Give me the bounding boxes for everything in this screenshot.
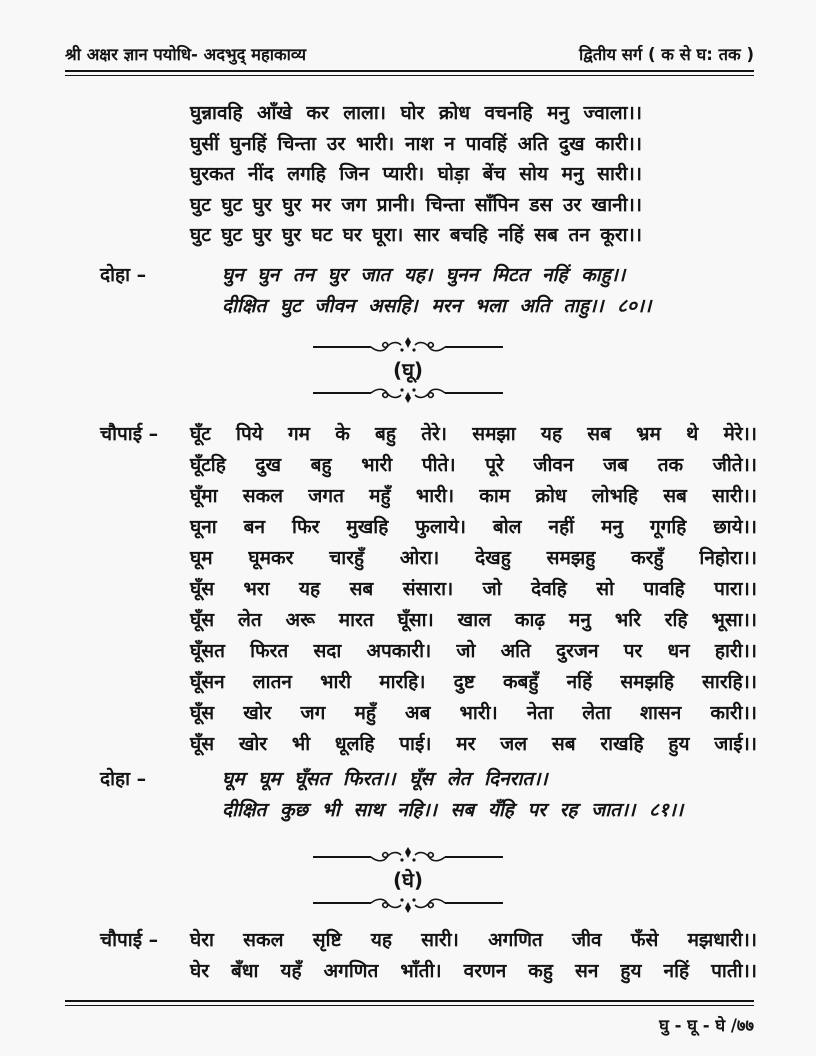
header-section-label: द्वितीय सर्ग ( क से घ: तक ) [579, 45, 754, 64]
verse-line: घूना बन फिर मुखहि फुलाये। बोल नहीं मनु गूगहि छाये।। [190, 515, 757, 538]
footer-rule [65, 1000, 754, 1006]
header-rule [65, 70, 754, 76]
doha-label: दोहा – [100, 767, 147, 790]
page-header [65, 45, 754, 65]
opening-verse-block [190, 98, 642, 251]
verse-line: घूँसत फिरत सदा अपकारी। जो अति दुरजन पर धन हारी।। [190, 639, 757, 662]
verse-line: घुसीं घुनहिं चिन्ता उर भारी। नाश न पावहिं अति दुख कारी।। [190, 132, 642, 155]
chaupai-ghu-block [0, 419, 816, 760]
verse-line: घूँटहि दुख बहु भारी पीते। पूरे जीवन जब तक जीते।। [190, 453, 757, 476]
header-title: श्री अक्षर ज्ञान पयोधि- अदभुद् महाकाव्य [65, 45, 307, 64]
verse-line: घुन्नावहि आँखे कर लाला। घोर क्रोध वचनहि मनु ज्वाला।। [190, 102, 642, 124]
divider-letter: (घे) [392, 867, 424, 892]
verse-line: घुन घुन तन घुर जात यह। घुनन मिटत नहिं काहु।। [222, 263, 626, 286]
verse-line: घूँमा सकल जगत महुँ भारी। काम क्रोध लोभहि सब सारी।। [190, 484, 757, 507]
verse-line: घूम घूम घूँसत फिरत।। घूँस लेत दिनरात।। [222, 767, 548, 790]
ornament-flourish-icon [313, 894, 503, 914]
verse-line: घुट घुट घुर घुर घट घर घूरा। सार बचहि नहिं सब तन कूरा।। [190, 224, 642, 246]
verse-line: घेरा सकल सृष्टि यह सारी। अगणित जीव फँसे मझधारी।। [190, 928, 757, 951]
verse-line: घूँस भरा यह सब संसारा। जो देवहि सो पावहि पारा।। [190, 577, 757, 600]
ornament-flourish-icon [313, 846, 503, 866]
verse-line: घूम घूमकर चारहुँ ओरा। देखहु समझहु करहुँ निहोरा।। [190, 546, 757, 569]
chaupai-ghe-block [0, 925, 816, 987]
verse-line: दीक्षित घुट जीवन असहि। मरन भला अति ताहु।। ८०।। [222, 294, 652, 317]
page-number-label: घु - घू - घे /७७ [659, 1015, 754, 1035]
verse-line: घेर बँधा यहँ अगणित भाँती। वरणन कहु सन हुय नहिं पाती।। [190, 959, 757, 982]
section-divider-ghe [0, 846, 816, 914]
page-footer [65, 1013, 754, 1036]
divider-letter: (घू) [392, 357, 424, 382]
ornament-flourish-icon [313, 384, 503, 404]
verse-line: घूँस खोर जग महुँ अब भारी। नेता लेता शासन कारी।। [190, 701, 757, 724]
doha-80-block [0, 260, 816, 322]
verse-line: घुट घुट घुर घुर मर जग प्रानी। चिन्ता साँपिन डस उर खानी।। [190, 193, 642, 216]
doha-label: दोहा – [100, 263, 147, 286]
verse-line: दीक्षित कुछ भी साथ नहि।। सब यँहि पर रह जात।। ८१।। [222, 798, 684, 821]
verse-line: घूँस लेत अरू मारत घूँसा। खाल काढ़ मनु भरि रहि भूसा।। [190, 608, 757, 631]
section-divider-ghu [0, 336, 816, 404]
chaupai-label: चौपाई – [100, 422, 159, 445]
verse-line: घूँस खोर भी धूलहि पाई। मर जल सब राखहि हुय जाई।। [190, 732, 757, 755]
verse-line: घुरकत नींद लगहि जिन प्यारी। घोड़ा बेंच सोय मनु सारी।। [190, 163, 642, 185]
doha-81-block [0, 764, 816, 826]
verse-line: घूँसन लातन भारी मारहि। दुष्ट कबहुँ नहिं समझहि सारहि।। [190, 670, 757, 693]
verse-line: घूँट पिये गम के बहु तेरे। समझा यह सब भ्रम थे मेरे।। [190, 422, 757, 445]
chaupai-label: चौपाई – [100, 928, 159, 951]
ornament-flourish-icon [313, 336, 503, 356]
